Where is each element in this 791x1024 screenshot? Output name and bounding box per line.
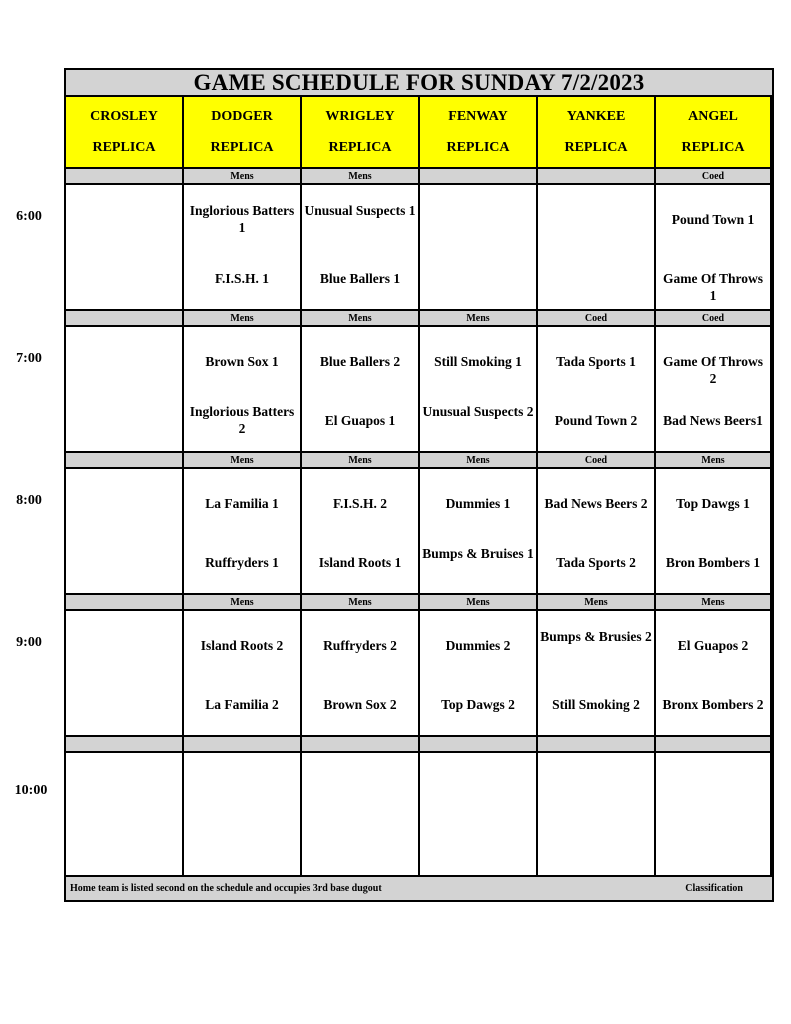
classification-label: Mens bbox=[230, 454, 254, 466]
field-header-crosley bbox=[66, 97, 182, 167]
page-title bbox=[66, 70, 772, 95]
game-cell bbox=[184, 327, 300, 451]
classification-cell bbox=[66, 169, 182, 183]
matchup-top: Unusual Suspects 1 bbox=[304, 203, 416, 218]
field-sub: REPLICA bbox=[92, 139, 156, 155]
classification-label: Mens bbox=[348, 312, 372, 324]
footer-bar bbox=[66, 877, 772, 900]
classification-cell bbox=[302, 595, 418, 609]
matchup-bottom: Bad News Beers1 bbox=[663, 412, 763, 428]
matchup-top: Brown Sox 1 bbox=[205, 353, 279, 369]
classification-cell bbox=[538, 453, 654, 467]
classification-cell bbox=[66, 453, 182, 467]
matchup-bottom: Unusual Suspects 2 bbox=[422, 404, 534, 419]
matchup-bottom: Brown Sox 2 bbox=[323, 696, 397, 712]
game-cell bbox=[66, 469, 182, 593]
matchup-top: Dummies 1 bbox=[445, 495, 511, 511]
time-label: 9:00 bbox=[16, 635, 42, 650]
field-header-fenway bbox=[420, 97, 536, 167]
classification-label: Mens bbox=[466, 312, 490, 324]
matchup-top: Dummies 2 bbox=[445, 637, 511, 653]
game-cell bbox=[184, 185, 300, 309]
classification-cell bbox=[420, 595, 536, 609]
game-cell bbox=[420, 611, 536, 735]
classification-cell bbox=[184, 737, 300, 751]
classification-cell bbox=[420, 737, 536, 751]
game-cell bbox=[302, 327, 418, 451]
game-cell bbox=[538, 611, 654, 735]
matchup-top: El Guapos 2 bbox=[677, 637, 749, 653]
matchup-bottom: Bumps & Bruises 1 bbox=[422, 546, 534, 561]
classification-cell bbox=[656, 595, 770, 609]
classification-label: Mens bbox=[230, 170, 254, 182]
classification-cell bbox=[538, 311, 654, 325]
field-name: CROSLEY bbox=[90, 108, 158, 124]
classification-cell bbox=[184, 169, 300, 183]
matchup-bottom: Bron Bombers 1 bbox=[665, 554, 761, 570]
classification-cell bbox=[302, 169, 418, 183]
game-cell bbox=[420, 185, 536, 309]
matchup-top: F.I.S.H. 2 bbox=[333, 495, 387, 511]
game-cell bbox=[184, 611, 300, 735]
matchup-bottom: Inglorious Batters 2 bbox=[189, 404, 295, 436]
game-cell bbox=[538, 185, 654, 309]
footer-note: Home team is listed second on the schedule and occupies 3rd base dugout bbox=[70, 883, 382, 894]
classification-cell bbox=[302, 453, 418, 467]
game-cell bbox=[302, 753, 418, 875]
classification-label: Coed bbox=[701, 170, 725, 182]
field-sub: REPLICA bbox=[210, 139, 274, 155]
matchup-bottom: Pound Town 2 bbox=[554, 412, 638, 428]
classification-cell bbox=[538, 595, 654, 609]
classification-cell bbox=[656, 737, 770, 751]
field-header-wrigley bbox=[302, 97, 418, 167]
game-cell bbox=[538, 753, 654, 875]
classification-cell bbox=[66, 595, 182, 609]
time-label: 10:00 bbox=[14, 783, 48, 798]
matchup-bottom: La Familia 2 bbox=[205, 696, 279, 712]
matchup-top: Bad News Beers 2 bbox=[544, 495, 648, 511]
classification-cell bbox=[184, 311, 300, 325]
classification-cell bbox=[66, 737, 182, 751]
field-sub: REPLICA bbox=[564, 139, 628, 155]
field-name: WRIGLEY bbox=[325, 108, 395, 124]
field-header-dodger bbox=[184, 97, 300, 167]
matchup-bottom: Ruffryders 1 bbox=[205, 554, 279, 570]
matchup-top: Ruffryders 2 bbox=[323, 637, 397, 653]
matchup-bottom: Bronx Bombers 2 bbox=[662, 696, 764, 712]
game-cell bbox=[302, 469, 418, 593]
time-label: 8:00 bbox=[16, 493, 42, 508]
classification-label: Mens bbox=[230, 596, 254, 608]
field-sub: REPLICA bbox=[446, 139, 510, 155]
field-header-angel bbox=[656, 97, 770, 167]
game-cell bbox=[656, 611, 770, 735]
classification-cell bbox=[538, 169, 654, 183]
matchup-top: La Familia 1 bbox=[205, 495, 279, 511]
classification-cell bbox=[656, 311, 770, 325]
game-cell bbox=[302, 185, 418, 309]
classification-label: Mens bbox=[701, 596, 725, 608]
matchup-top: Pound Town 1 bbox=[671, 211, 755, 227]
game-cell bbox=[184, 753, 300, 875]
classification-cell bbox=[538, 737, 654, 751]
classification-label: Mens bbox=[701, 454, 725, 466]
field-sub: REPLICA bbox=[681, 139, 745, 155]
classification-label: Mens bbox=[348, 596, 372, 608]
game-cell bbox=[66, 185, 182, 309]
field-sub: REPLICA bbox=[328, 139, 392, 155]
game-cell bbox=[66, 611, 182, 735]
matchup-top: Blue Ballers 2 bbox=[319, 353, 401, 369]
game-cell bbox=[420, 469, 536, 593]
matchup-top: Bumps & Brusies 2 bbox=[540, 629, 652, 644]
matchup-bottom: Still Smoking 2 bbox=[552, 696, 640, 712]
field-header-yankee bbox=[538, 97, 654, 167]
game-cell bbox=[66, 327, 182, 451]
classification-cell bbox=[420, 311, 536, 325]
matchup-top: Top Dawgs 1 bbox=[676, 495, 750, 511]
classification-cell bbox=[66, 311, 182, 325]
classification-cell bbox=[184, 595, 300, 609]
field-name: YANKEE bbox=[566, 108, 626, 124]
classification-cell bbox=[302, 737, 418, 751]
game-cell bbox=[184, 469, 300, 593]
game-cell bbox=[656, 327, 770, 451]
classification-label: Coed bbox=[584, 312, 608, 324]
title-text: GAME SCHEDULE FOR SUNDAY 7/2/2023 bbox=[193, 69, 645, 95]
classification-legend: Classification bbox=[685, 883, 743, 894]
matchup-bottom: F.I.S.H. 1 bbox=[215, 270, 269, 286]
classification-label: Mens bbox=[466, 596, 490, 608]
classification-label: Mens bbox=[348, 454, 372, 466]
matchup-top: Island Roots 2 bbox=[200, 637, 284, 653]
matchup-top: Game Of Throws 2 bbox=[662, 353, 763, 386]
classification-cell bbox=[656, 169, 770, 183]
field-name: FENWAY bbox=[448, 108, 508, 124]
classification-cell bbox=[184, 453, 300, 467]
classification-label: Mens bbox=[584, 596, 608, 608]
matchup-bottom: Island Roots 1 bbox=[318, 554, 402, 570]
matchup-bottom: Top Dawgs 2 bbox=[441, 696, 515, 712]
matchup-top: Inglorious Batters 1 bbox=[189, 203, 295, 235]
classification-label: Mens bbox=[230, 312, 254, 324]
game-cell bbox=[656, 185, 770, 309]
matchup-bottom: Game Of Throws 1 bbox=[662, 270, 763, 303]
field-name: DODGER bbox=[211, 108, 273, 124]
classification-label: Mens bbox=[466, 454, 490, 466]
game-cell bbox=[302, 611, 418, 735]
schedule-sheet bbox=[64, 68, 774, 902]
time-label: 7:00 bbox=[16, 351, 42, 366]
game-cell bbox=[538, 327, 654, 451]
matchup-bottom: El Guapos 1 bbox=[324, 412, 396, 428]
matchup-top: Still Smoking 1 bbox=[434, 353, 522, 369]
classification-cell bbox=[302, 311, 418, 325]
classification-cell bbox=[420, 453, 536, 467]
game-cell bbox=[420, 753, 536, 875]
field-name: ANGEL bbox=[688, 108, 738, 124]
game-cell bbox=[420, 327, 536, 451]
matchup-bottom: Blue Ballers 1 bbox=[319, 270, 401, 286]
matchup-top: Tada Sports 1 bbox=[556, 353, 636, 369]
matchup-bottom: Tada Sports 2 bbox=[556, 554, 636, 570]
classification-label: Coed bbox=[701, 312, 725, 324]
game-cell bbox=[538, 469, 654, 593]
classification-cell bbox=[420, 169, 536, 183]
game-cell bbox=[656, 753, 770, 875]
time-label: 6:00 bbox=[16, 209, 42, 224]
classification-cell bbox=[656, 453, 770, 467]
game-cell bbox=[656, 469, 770, 593]
classification-label: Coed bbox=[584, 454, 608, 466]
classification-label: Mens bbox=[348, 170, 372, 182]
game-cell bbox=[66, 753, 182, 875]
